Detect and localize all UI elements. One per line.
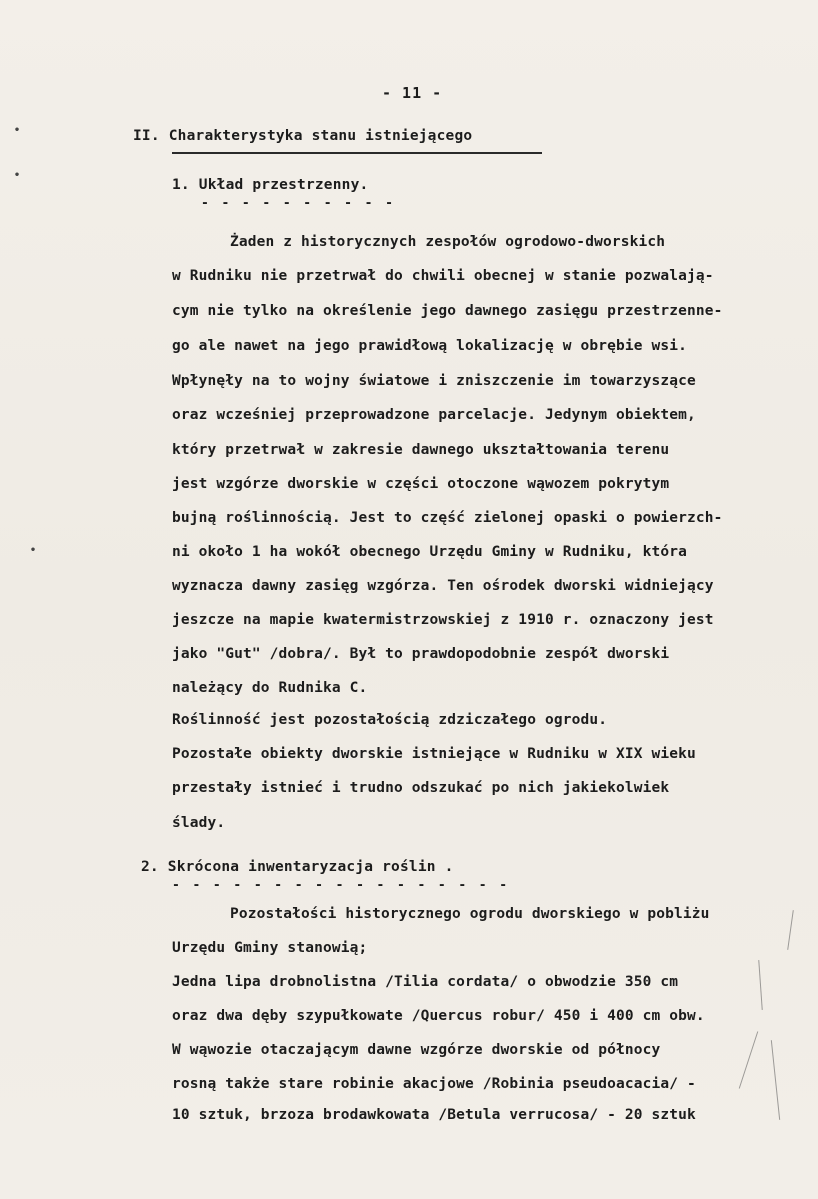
subsection-2-underline: - - - - - - - - - - - - - - - - - [172, 878, 510, 893]
subsection-1-line: ni około 1 ha wokół obecnego Urzędu Gminy w Rudniku, która [172, 544, 688, 560]
subsection-2-heading: 2. Skrócona inwentaryzacja roślin . [141, 859, 454, 875]
subsection-1-line: przestały istnieć i trudno odszukać po nich jakiekolwiek [172, 780, 670, 796]
subsection-1-underline: - - - - - - - - - - [201, 196, 396, 211]
section-heading-rule [172, 152, 542, 154]
page-number: - 11 - [382, 84, 443, 102]
margin-speck: • [30, 545, 37, 556]
subsection-1-line: ślady. [172, 815, 226, 831]
subsection-1-line: Żaden z historycznych zespołów ogrodowo-dworskich [230, 234, 666, 250]
subsection-2-line: oraz dwa dęby szypułkowate /Quercus robur/ 450 i 400 cm obw. [172, 1008, 705, 1024]
subsection-1-line: jako "Gut" /dobra/. Był to prawdopodobnie zespół dworski [172, 646, 670, 662]
subsection-2-line: Jedna lipa drobnolistna /Tilia cordata/ o obwodzie 350 cm [172, 974, 679, 990]
margin-speck: • [14, 170, 21, 181]
subsection-1-line: który przetrwał w zakresie dawnego ukształtowania terenu [172, 442, 670, 458]
subsection-1-line: go ale nawet na jego prawidłową lokalizację w obrębie wsi. [172, 338, 688, 354]
subsection-1-line: wyznacza dawny zasięg wzgórza. Ten ośrodek dworski widniejący [172, 578, 714, 594]
subsection-2-line: W wąwozie otaczającym dawne wzgórze dworskie od północy [172, 1042, 661, 1058]
margin-speck: • [14, 125, 21, 136]
pencil-mark [787, 910, 794, 950]
pencil-mark [758, 960, 762, 1010]
subsection-1-line: cym nie tylko na określenie jego dawnego zasięgu przestrzenne- [172, 303, 723, 319]
pencil-mark [739, 1031, 758, 1088]
subsection-1-line: Pozostałe obiekty dworskie istniejące w Rudniku w XIX wieku [172, 746, 696, 762]
subsection-1-line: jeszcze na mapie kwatermistrzowskiej z 1910 r. oznaczony jest [172, 612, 714, 628]
subsection-1-line: Wpłynęły na to wojny światowe i zniszczenie im towarzyszące [172, 373, 696, 389]
subsection-1-line: oraz wcześniej przeprowadzone parcelacje. Jedynym obiektem, [172, 407, 696, 423]
pencil-mark [771, 1040, 780, 1120]
subsection-1-heading: 1. Układ przestrzenny. [172, 177, 369, 193]
subsection-1-line: w Rudniku nie przetrwał do chwili obecnej w stanie pozwalają- [172, 268, 714, 284]
section-heading: II. Charakterystyka stanu istniejącego [133, 128, 473, 144]
subsection-2-line: rosną także stare robinie akacjowe /Robinia pseudoacacia/ - [172, 1076, 696, 1092]
subsection-2-line: Pozostałości historycznego ogrodu dworskiego w pobliżu [230, 906, 710, 922]
subsection-2-line: 10 sztuk, brzoza brodawkowata /Betula verrucosa/ - 20 sztuk [172, 1107, 696, 1123]
subsection-1-line: jest wzgórze dworskie w części otoczone wąwozem pokrytym [172, 476, 670, 492]
subsection-2-line: Urzędu Gminy stanowią; [172, 940, 368, 956]
subsection-1-line: bujną roślinnością. Jest to część zielonej opaski o powierzch- [172, 510, 723, 526]
subsection-1-line: należący do Rudnika C. [172, 680, 368, 696]
subsection-1-line: Roślinność jest pozostałością zdziczałego ogrodu. [172, 712, 608, 728]
